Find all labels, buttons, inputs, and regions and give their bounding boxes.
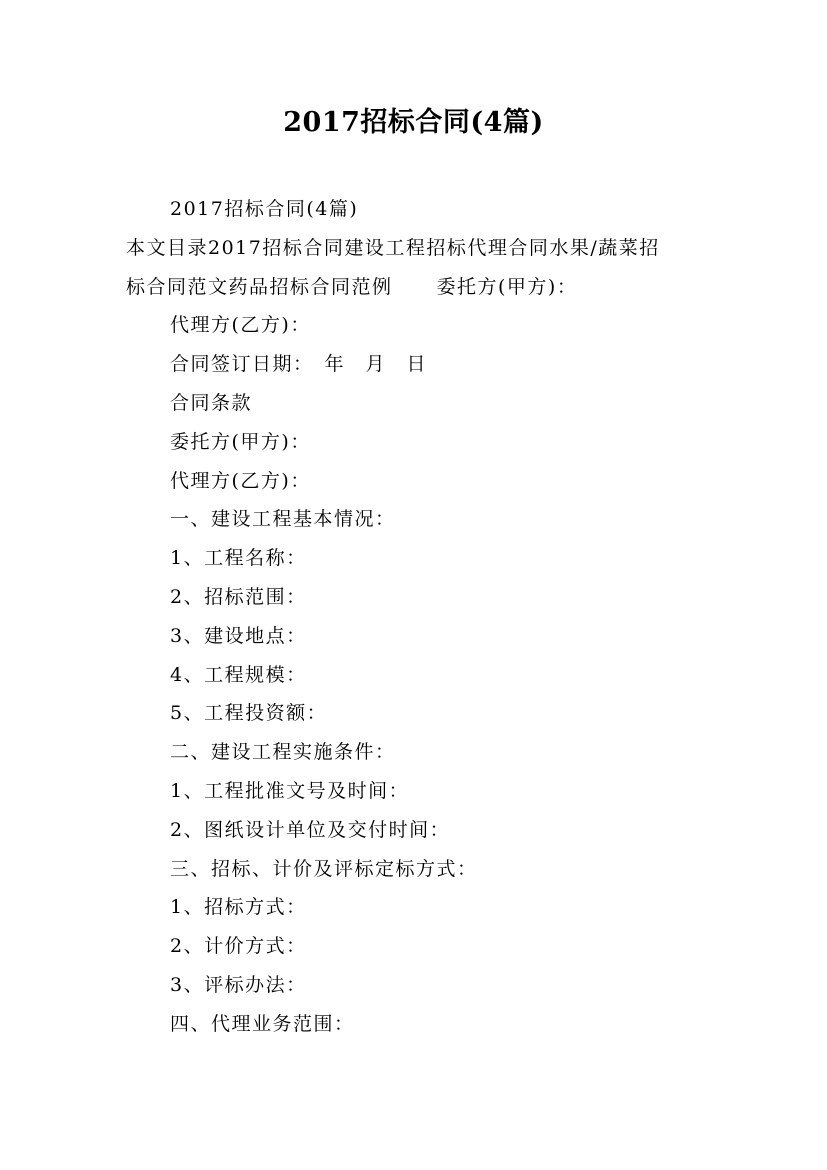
item-1-2: 2、招标范围： [170, 585, 307, 608]
section-1-heading: 一、建设工程基本情况： [170, 508, 396, 531]
item-2-1: 1、工程批准文号及时间： [170, 779, 410, 802]
document-title: 2017招标合同(4篇) [283, 107, 544, 138]
item-3-1: 1、招标方式： [170, 896, 307, 919]
section-2-heading: 二、建设工程实施条件： [170, 741, 396, 764]
sign-date-line: 合同签订日期： 年 月 日 [170, 353, 428, 376]
party-b-line-2: 代理方(乙方)： [170, 469, 311, 492]
item-1-1: 1、工程名称： [170, 547, 307, 570]
item-1-4: 4、工程规模： [170, 663, 307, 686]
item-2-2: 2、图纸设计单位及交付时间： [170, 818, 451, 841]
subtitle-line: 2017招标合同(4篇) [170, 198, 359, 220]
toc-line-2-text: 标合同范文药品招标合同范例 [126, 275, 393, 298]
item-3-2: 2、计价方式： [170, 935, 307, 958]
document-body [126, 190, 716, 1044]
item-1-5: 5、工程投资额： [170, 702, 328, 725]
toc-line-1: 本文目录2017招标合同建设工程招标代理合同水果/蔬菜招 [126, 236, 660, 259]
party-a-line-2: 委托方(甲方)： [170, 430, 311, 453]
item-1-3: 3、建设地点： [170, 624, 307, 647]
section-3-heading: 三、招标、计价及评标定标方式： [170, 857, 478, 880]
clauses-heading: 合同条款 [170, 391, 253, 414]
party-b-line: 代理方(乙方)： [170, 314, 311, 337]
item-3-3: 3、评标办法： [170, 973, 307, 996]
section-4-heading: 四、代理业务范围： [170, 1012, 355, 1035]
toc-line-2 [126, 268, 716, 307]
toc-party-a: 委托方(甲方)： [436, 275, 578, 298]
